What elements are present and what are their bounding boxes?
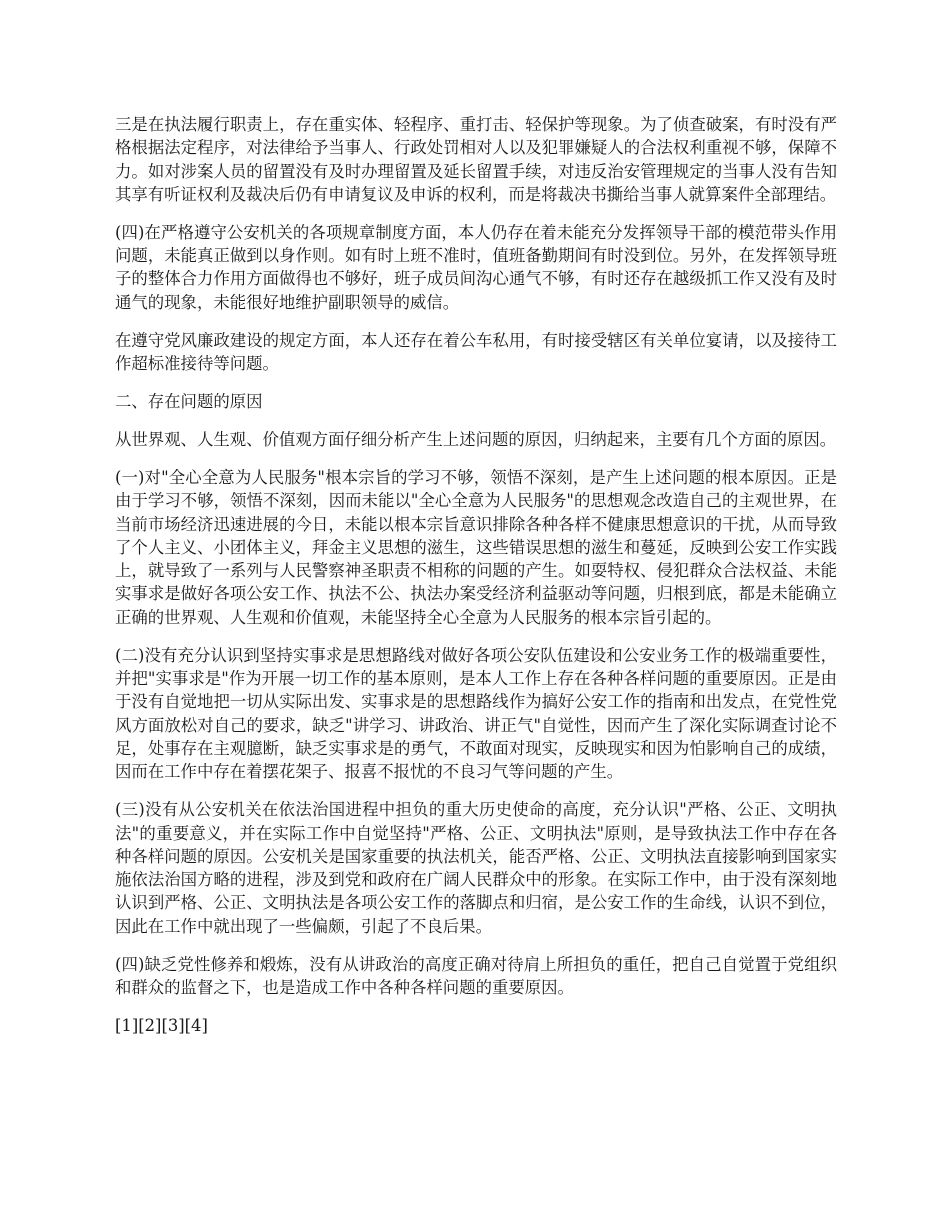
- page-link-3[interactable]: [3]: [161, 1015, 185, 1035]
- page-link-2[interactable]: [2]: [138, 1015, 162, 1035]
- page-link-1[interactable]: [1]: [115, 1015, 139, 1035]
- paragraph: (四)缺乏党性修养和煅炼，没有从讲政治的高度正确对待肩上所担负的重任，把自己自觉置于党组织和群众的监督之下，也是造成工作中各种各样问题的重要原因。: [115, 954, 837, 997]
- document-body: [115, 113, 837, 1037]
- page-link-4[interactable]: [4]: [184, 1015, 208, 1035]
- paragraph: 在遵守党风廉政建设的规定方面，本人还存在着公车私用，有时接受辖区有关单位宴请，以及接待工作超标准接待等问题。: [115, 330, 837, 374]
- paragraph: (二)没有充分认识到坚持实事求是思想路线对做好各项公安队伍建设和公安业务工作的极端重要性，并把"实事求是"作为开展一切工作的基本原则，是本人工作上存在各种各样问题的重要原因。正是由于没有自觉地把一切从实际出发、实事求是的思想路线作为搞好公安工作的指南和出发点，在党性党风方面放松对自己的要求，缺乏"讲学习、讲政治、讲正气"自觉性，因而产生了深化实际调查讨论不足，处事存在主观臆断，缺乏实事求是的勇气，不敢面对现实，反映现实和因为怕影响自己的成绩，因而在工作中存在着摆花架子、报喜不报忧的不良习气等问题的产生。: [115, 645, 837, 782]
- section-heading: 二、存在问题的原因: [115, 392, 263, 412]
- paragraph: (四)在严格遵守公安机关的各项规章制度方面，本人仍存在着未能充分发挥领导干部的模范带头作用问题，未能真正做到以身作则。如有时上班不准时，值班备勤期间有时没到位。另外，在发挥领导班子的整体合力作用方面做得也不够好，班子成员间沟心通气不够，有时还存在越级抓工作又没有及时通气的现象，未能很好地维护副职领导的威信。: [115, 222, 837, 312]
- paragraph: 三是在执法履行职责上，存在重实体、轻程序、重打击、轻保护等现象。为了侦查破案，有时没有严格根据法定程序，对法律给予当事人、行政处罚相对人以及犯罪嫌疑人的合法权利重视不够，保障不力。如对涉案人员的留置没有及时办理留置及延长留置手续，对违反治安管理规定的当事人没有告知其享有听证权利及裁决后仍有申请复议及申诉的权利，而是将裁决书撕给当事人就算案件全部理结。: [115, 115, 837, 204]
- paragraph: (一)对"全心全意为人民服务"根本宗旨的学习不够，领悟不深刻，是产生上述问题的根本原因。正是由于学习不够，领悟不深刻，因而未能以"全心全意为人民服务"的思想观念改造自己的主观世界，在当前市场经济迅速进展的今日，未能以根本宗旨意识排除各种各样不健康思想意识的干扰，从而导致了个人主义、小团体主义，拜金主义思想的滋生，这些错误思想的滋生和蔓延，反映到公安工作实践上，就导致了一系列与人民警察神圣职责不相称的问题的产生。如耍特权、侵犯群众合法权益、未能实事求是做好各项公安工作、执法不公、执法办案受经济利益驱动等问题，归根到底，都是未能确立正确的世界观、人生观和价值观，未能坚持全心全意为人民服务的根本宗旨引起的。: [115, 468, 837, 627]
- paragraph: 从世界观、人生观、价值观方面仔细分析产生上述问题的原因，归纳起来，主要有几个方面的原因。: [115, 430, 837, 450]
- paragraph: (三)没有从公安机关在依法治国进程中担负的重大历史使命的高度，充分认识"严格、公正、文明执法"的重要意义，并在实际工作中自觉坚持"严格、公正、文明执法"原则，是导致执法工作中存在各种各样问题的原因。公安机关是国家重要的执法机关，能否严格、公正、文明执法直接影响到国家实施依法治国方略的进程，涉及到党和政府在广阔人民群众中的形象。在实际工作中，由于没有深刻地认识到严格、公正、文明执法是各项公安工作的落脚点和归宿，是公安工作的生命线，认识不到位，因此在工作中就出现了一些偏颇，引起了不良后果。: [115, 800, 837, 936]
- pagination: [115, 1014, 837, 1037]
